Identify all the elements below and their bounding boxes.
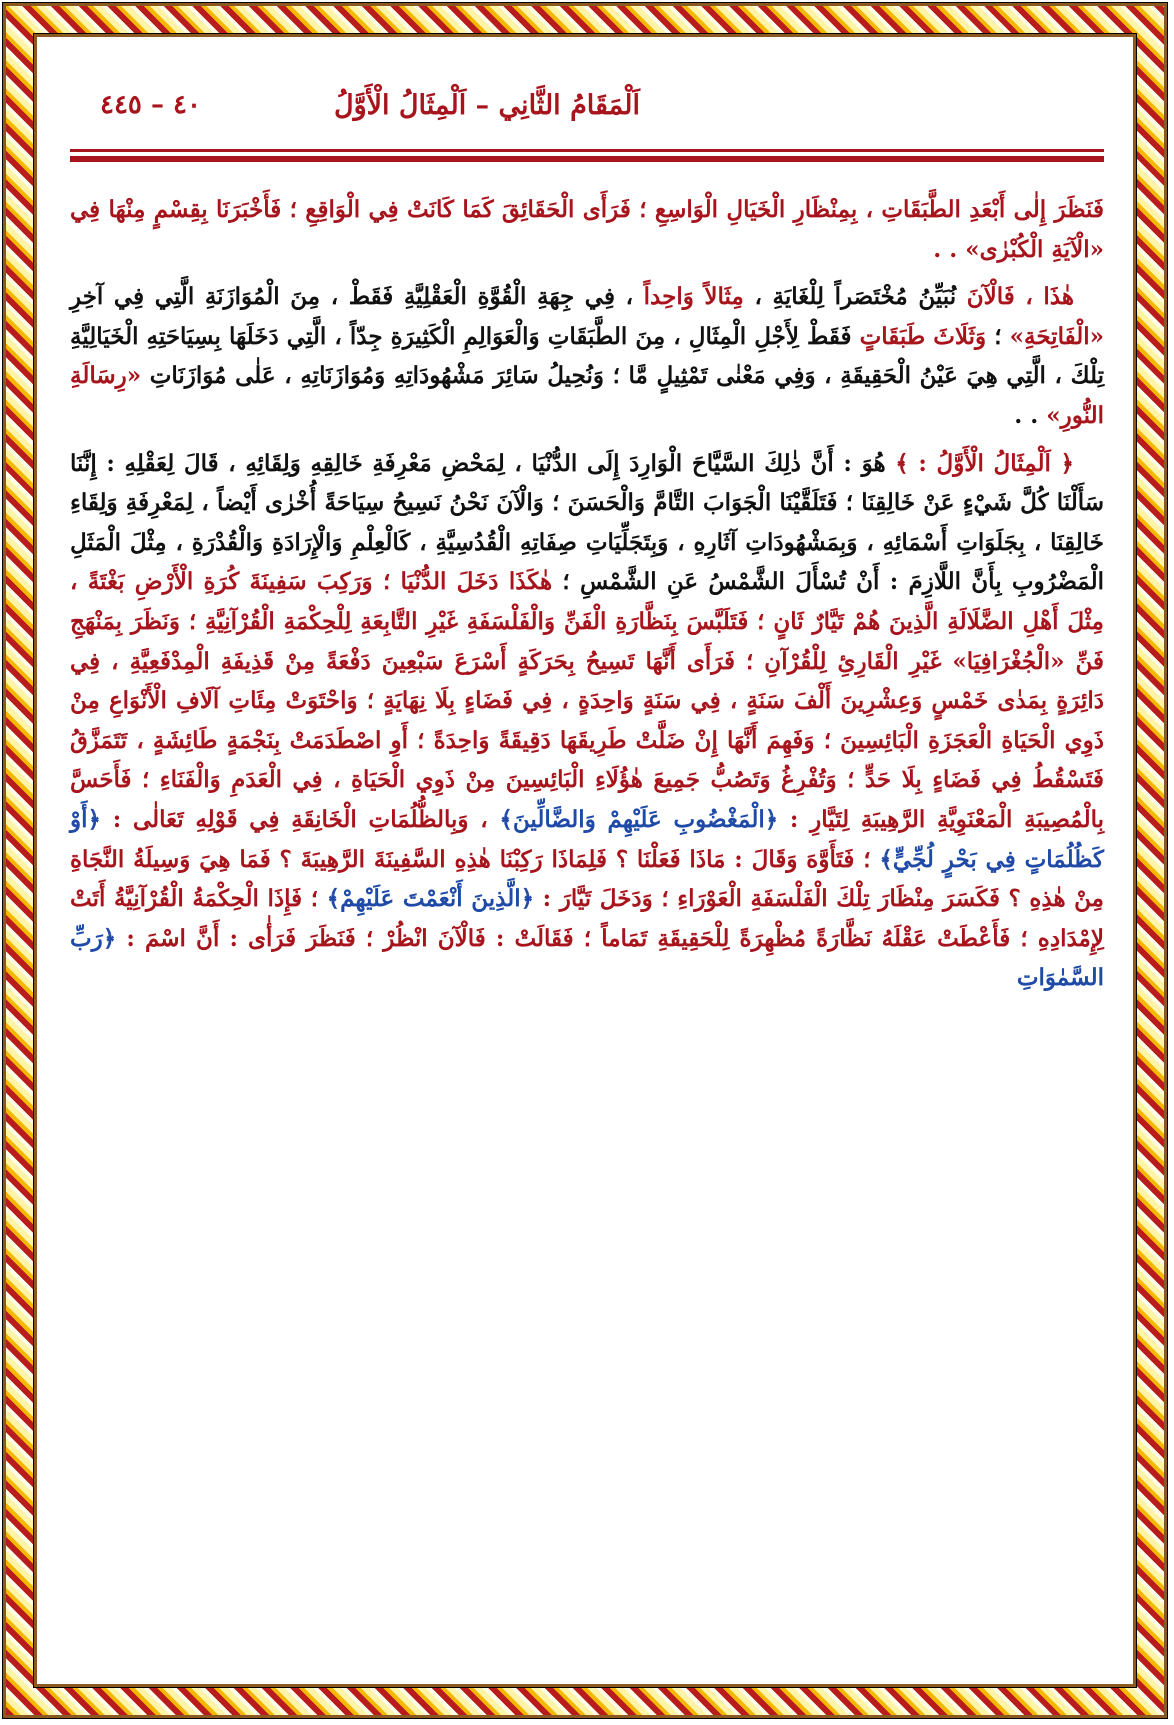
highlight: هٰذَا ، فَالْآنَ [966,283,1074,311]
page-number-range: ٤٠ – ٤٤٥ [100,90,201,120]
text: . . [1014,401,1047,429]
paragraph-2 [70,277,1104,435]
header-rule-thin [70,149,1104,152]
header-rule-thick [70,156,1104,162]
quran-quote: ﴿الْمَغْضُوبِ عَلَيْهِمْ وَالضَّالِّينَ﴾ [499,805,779,833]
quran-quote: ﴿أَوْ كَظُلُمَاتٍ فِي بَحْرٍ لُجِّيٍّ﴾ [70,805,1104,873]
highlight-fatiha: «الْفَاتِحَةِ» [1009,322,1104,350]
book-page [40,40,1134,1685]
highlight: وَثَلَاثَ طَبَقَاتٍ [859,322,987,350]
paragraph-3 [70,444,1104,998]
paragraph-1: فَنَظَرَ إِلٰى أَبْعَدِ الطَّبَقَاتِ ، بِمِنْظَارِ الْخَيَالِ الْوَاسِعِ ؛ فَرَأَى الْحَقَائِقَ كَمَا كَانَتْ فِي الْوَاقِعِ ؛ فَأَخْبَرَنَا بِقِسْمٍ مِنْهَا فِي «الْآيَةِ الْكُبْرٰى» . . [70,196,1104,263]
page-body [70,190,1104,1006]
text: ؛ [986,322,1010,350]
text: نُبَيِّنُ مُخْتَصَراً لِلْغَايَةِ ، [743,283,967,311]
quran-quote: ﴿الَّذِينَ أَنْعَمْتَ عَلَيْهِمْ﴾ [326,885,535,913]
red-text: ؛ فَتَأَوَّهَ وَقَالَ : مَاذَا فَعَلْنَا ؟ فَلِمَاذَا رَكِبْنَا هٰذِهِ السَّفِينَةَ الرَّهِيبَةَ ؟ فَمَا هِيَ وَسِيلَةُ النَّجَاةِ مِنْ هٰذِهِ ؟ فَكَسَرَ مِنْظَارَ تِلْكَ الْفَلْسَفَةِ الْعَوْرَاءِ ؛ وَدَخَلَ تَيَّارَ : [70,845,1104,913]
section-heading-first-example: ﴿ اَلْمِثَالُ الْأَوَّلُ : ﴾ [895,449,1074,477]
header-title: اَلْمَقَامُ الثَّانِي – اَلْمِثَالُ الْأَوَّلُ [333,90,641,121]
running-header [70,82,1104,138]
text: فَقَطْ لِأَجْلِ الْمِثَالِ ، مِنَ الطَّبَقَاتِ وَالْعَوَالِمِ الْكَثِيرَةِ جِدّاً ، الَّتِي دَخَلَهَا بِسِيَاحَتِهِ الْخَيَالِيَّةِ تِلْكَ ، الَّتِي هِيَ عَيْنُ الْحَقِيقَةِ ، وَفِي مَعْنٰى تَمْثِيلٍ مَّا ؛ وَنُحِيلُ سَائِرَ مَشْهُودَاتِهِ وَمُوَازَنَاتِهِ ، عَلٰى مُوَازَنَاتِ [70,322,1104,390]
highlight-risale-nur: «رِسَالَةِ النُّورِ» [70,362,1104,429]
red-text: ؛ فَإِذَا الْحِكْمَةُ الْقُرْآنِيَّةُ أَتَتْ لِإِمْدَادِهِ ؛ فَأَعْطَتْ عَقْلَهُ نَظَّارَةً مُظْهِرَةً لِلْحَقِيقَةِ تَمَاماً ؛ فَقَالَتْ : فَالْآنَ انْظُرْ ؛ فَنَظَرَ فَرَأٰى : أَنَّ اسْمَ : [70,885,1104,952]
highlight: مِثَالاً وَاحِداً [643,283,744,311]
red-text: ، وَبِالظُّلُمَاتِ الْخَانِقَةِ فِي قَوْلِهِ تَعَالٰى : [100,805,500,833]
quran-quote: ﴿رَبِّ السَّمٰوَاتِ [70,924,1104,992]
text: ، فِي جِهَةِ الْقُوَّةِ الْعَقْلِيَّةِ فَقَطْ ، مِنَ الْمُوَازَنَةِ الَّتِي فِي آخِرِ [70,283,644,311]
red-text: هٰكَذَا دَخَلَ الدُّنْيَا ؛ وَرَكِبَ سَفِينَةَ كُرَةِ الْأَرْضِ بَغْتَةً ، مِثْلَ أَهْلِ الضَّلَالَةِ الَّذِينَ هُمْ تَيَّارٌ ثَانٍ ؛ فَتَلَبَّسَ بِنَظَّارَةِ الْفَنِّ وَالْفَلْسَفَةِ غَيْرِ التَّابِعَةِ لِلْحِكْمَةِ الْقُرْآنِيَّةِ ؛ وَنَظَرَ بِمَنْهَجِ فَنِّ «الْجُغْرَافِيَا» غَيْرِ الْقَارِئِ لِلْقُرْآنِ ؛ فَرَأَى أَنَّهَا تَسِيحُ بِحَرَكَةٍ أَسْرَعَ سَبْعِينَ دَفْعَةً مِنْ قَذِيفَةِ الْمِدْفَعِيَّةِ ، فِي دَائِرَةٍ بِمَدٰى خَمْسٍ وَعِشْرِينَ أَلْفَ سَنَةٍ ، فِي سَنَةٍ وَاحِدَةٍ ، فِي فَضَاءٍ بِلَا نِهَايَةٍ ؛ وَاحْتَوَتْ مِئَاتِ آلَافِ الْأَنْوَاعِ مِنْ ذَوِي الْحَيَاةِ الْعَجَزَةِ الْبَائِسِينَ ؛ وَفَهِمَ أَنَّهَا إِنْ ضَلَّتْ طَرِيقَهَا دَقِيقَةً وَاحِدَةً ؛ أَوِ اصْطَدَمَتْ بِنَجْمَةٍ طَائِشَةٍ ، تَتَمَزَّقُ فَتَسْقُطُ فِي فَضَاءٍ بِلَا حَدٍّ ؛ وَتُفْرِغُ وَتَصُبُّ جَمِيعَ هٰؤُلَاءِ الْبَائِسِينَ مِنْ ذَوِي الْحَيَاةِ ، فِي الْعَدَمِ وَالْفَنَاءِ ؛ فَأَحَسَّ بِالْمُصِيبَةِ الْمَعْنَوِيَّةِ الرَّهِيبَةِ لِتَيَّارِ : [70,568,1104,833]
text: هُوَ : أَنَّ ذٰلِكَ السَّيَّاحَ الْوَارِدَ إِلَى الدُّنْيَا ، لِمَحْضِ مَعْرِفَةِ خَالِقِهِ وَلِقَائِهِ ، قَالَ لِعَقْلِهِ : إِنَّنَا سَأَلْنَا كُلَّ شَيْءٍ عَنْ خَالِقِنَا ؛ فَتَلَقَّيْنَا الْجَوَابَ التَّامَّ وَالْحَسَنَ ؛ وَالْآنَ نَحْنُ نَسِيحُ سِيَاحَةً أُخْرٰى أَيْضاً ، لِمَعْرِفَةِ وَلِقَاءِ خَالِقِنَا ، بِجَلَوَاتِ أَسْمَائِهِ ، وَبِمَشْهُودَاتِ آثَارِهِ ، وَبِتَجَلِّيَاتِ صِفَاتِهِ الْقُدُسِيَّةِ ، كَالْعِلْمِ وَالْإِرَادَةِ وَالْقُدْرَةِ ، مِثْلَ الْمَثَلِ الْمَضْرُوبِ بِأَنَّ اللَّازِمَ : أَنْ تُسْأَلَ الشَّمْسُ عَنِ الشَّمْسِ ؛ [70,449,1104,596]
